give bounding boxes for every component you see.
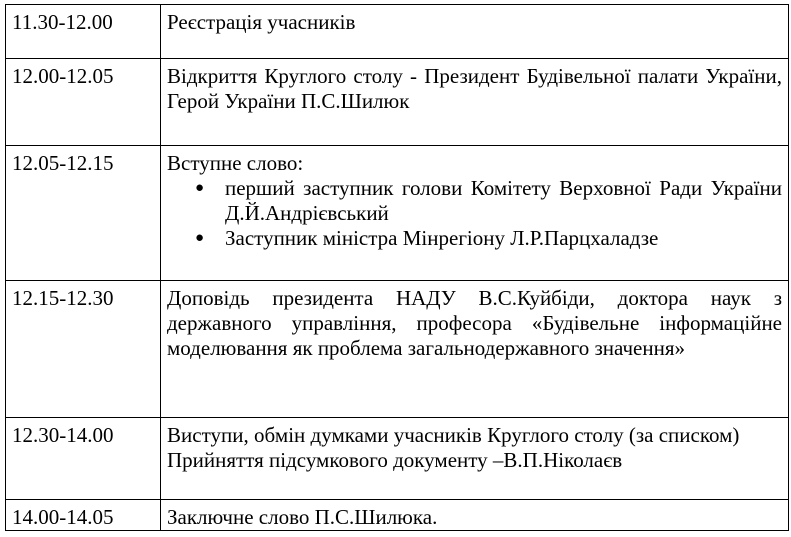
agenda-table xyxy=(5,4,789,531)
bullet-icon: ● xyxy=(195,180,205,196)
list-item xyxy=(195,226,782,251)
description-cell xyxy=(161,500,789,531)
agenda-row xyxy=(6,5,789,59)
agenda-row xyxy=(6,418,789,500)
description-text: Доповідь президента НАДУ В.С.Куйбіди, доктора наук з державного управління, професора «Будівельне інформаційне моделювання як проблема загальнодержавного значення» xyxy=(167,286,782,360)
description-cell xyxy=(161,281,789,418)
agenda-row xyxy=(6,146,789,281)
agenda-row xyxy=(6,281,789,418)
description-text: Відкриття Круглого столу - Президент Будівельної палати України, Герой України П.С.Шилюк xyxy=(167,64,782,113)
description-cell xyxy=(161,418,789,500)
time-cell: 11.30-12.00 xyxy=(6,5,161,59)
list-item-text: перший заступник голови Комітету Верховної Ради України Д.Й.Андрієвський xyxy=(225,176,782,225)
description-cell xyxy=(161,5,789,59)
list-item xyxy=(195,176,782,226)
time-cell: 12.15-12.30 xyxy=(6,281,161,418)
intro-text: Вступне слово: xyxy=(167,151,304,175)
description-text: Реєстрація учасників xyxy=(167,10,356,34)
time-cell: 12.30-14.00 xyxy=(6,418,161,500)
description-text: Виступи, обмін думками учасників Круглого столу (за списком) xyxy=(167,423,740,447)
description-text: Заключне слово П.С.Шилюка. xyxy=(167,505,438,529)
description-cell xyxy=(161,146,789,281)
agenda-row xyxy=(6,500,789,531)
time-cell: 14.00-14.05 xyxy=(6,500,161,531)
description-cell xyxy=(161,59,789,146)
time-cell: 12.05-12.15 xyxy=(6,146,161,281)
list-item-text: Заступник міністра Мінрегіону Л.Р.Парцхаладзе xyxy=(225,226,659,250)
time-cell: 12.00-12.05 xyxy=(6,59,161,146)
bullet-icon: ● xyxy=(195,230,205,246)
speaker-list xyxy=(167,176,782,251)
description-text: Прийняття підсумкового документу –В.П.Ніколаєв xyxy=(167,448,623,472)
agenda-row xyxy=(6,59,789,146)
